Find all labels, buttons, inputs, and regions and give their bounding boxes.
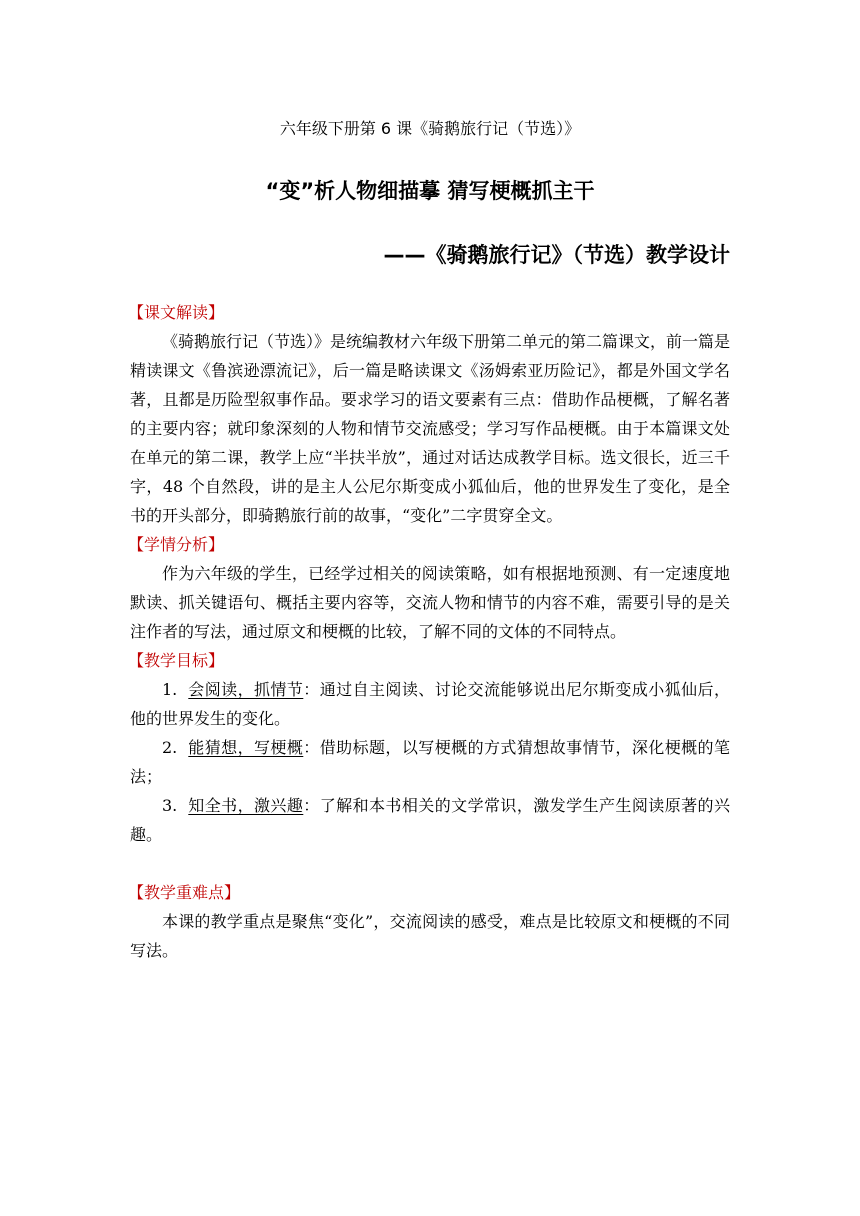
sub-title: ——《骑鹅旅行记》（节选）教学设计: [383, 243, 730, 267]
goal-item-1: [130, 675, 730, 733]
goal-text: ：通过自主阅读、讨论交流能够说出尼尔斯变成小狐仙后，他的世界发生的变化。: [130, 680, 730, 728]
lesson-supertitle: 六年级下册第 6 课《骑鹅旅行记（节选）》: [279, 119, 581, 138]
goal-label: 能猜想，写梗概: [188, 738, 304, 757]
goal-text: ：了解和本书相关的文学常识，激发学生产生阅读原著的兴趣。: [130, 796, 730, 844]
goal-number: 1.: [162, 680, 178, 699]
goal-number: 2.: [162, 738, 178, 757]
goal-text: ：借助标题，以写梗概的方式猜想故事情节，深化梗概的笔法；: [130, 738, 730, 786]
goal-number: 3.: [162, 796, 178, 815]
main-title: “变”析人物细描摹 猜写梗概抓主干: [265, 179, 595, 203]
paragraph-interpretation: 《骑鹅旅行记（节选）》是统编教材六年级下册第二单元的第二篇课文，前一篇是精读课文《鲁滨逊漂流记》，后一篇是略读课文《汤姆索亚历险记》，都是外国文学名著，且都是历险型叙事作品。要求学习的语文要素有三点：借助作品梗概，了解名著的主要内容；就印象深刻的人物和情节交流感受；学习写作品梗概。由于本篇课文处在单元的第二课，教学上应“半扶半放”，通过对话达成教学目标。选文很长，近三千字，48 个自然段，讲的是主人公尼尔斯变成小狐仙后，他的世界发生了变化，是全书的开头部分，即骑鹅旅行前的故事，“变化”二字贯穿全文。: [130, 332, 731, 525]
heading-analysis: 【学情分析】: [128, 535, 225, 554]
goal-item-2: [130, 733, 730, 791]
goal-item-3: [130, 791, 730, 849]
heading-interpretation: 【课文解读】: [128, 303, 225, 322]
document-body: [130, 298, 730, 965]
heading-key-points: 【教学重难点】: [128, 883, 241, 902]
spacer: [130, 849, 730, 878]
goal-label: 知全书，激兴趣: [188, 796, 304, 815]
heading-goals: 【教学目标】: [128, 651, 225, 670]
goal-label: 会阅读，抓情节: [188, 680, 304, 699]
paragraph-key-points: 本课的教学重点是聚焦“变化”，交流阅读的感受，难点是比较原文和梗概的不同写法。: [130, 912, 730, 960]
paragraph-analysis: 作为六年级的学生，已经学过相关的阅读策略，如有根据地预测、有一定速度地默读、抓关键语句、概括主要内容等，交流人物和情节的内容不难，需要引导的是关注作者的写法，通过原文和梗概的比较，了解不同的文体的不同特点。: [130, 564, 730, 641]
